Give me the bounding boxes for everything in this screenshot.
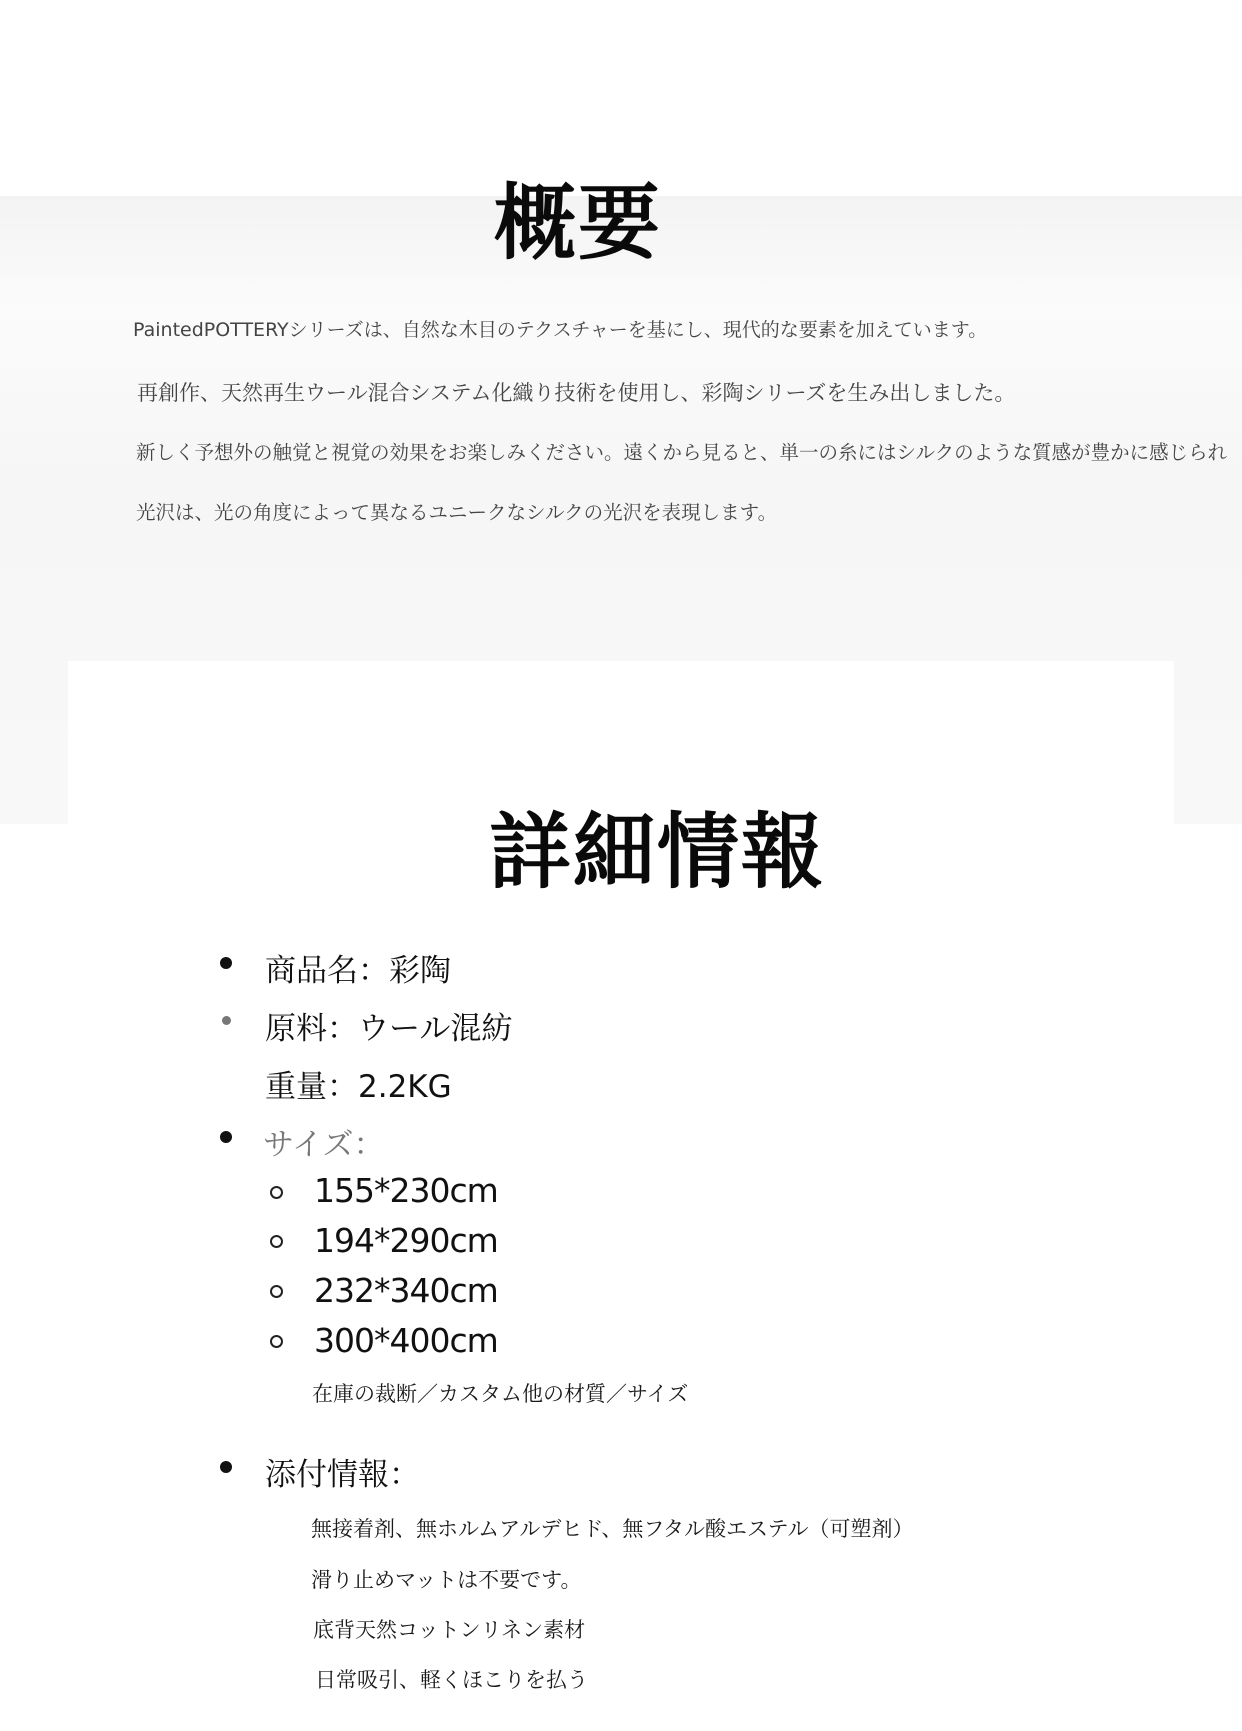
extra-info-item: 滑り止めマットは不要です。 — [311, 1568, 582, 1592]
details-title: 詳細情報 — [489, 805, 826, 900]
weight: 重量：2.2KG — [265, 1069, 452, 1105]
bullet-icon — [222, 1016, 231, 1025]
overview-title: 概要 — [494, 176, 663, 271]
bullet-icon — [220, 1131, 232, 1143]
size-label: サイズ： — [263, 1127, 385, 1163]
extra-info-item: 無接着剤、無ホルムアルデヒド、無フタル酸エステル（可塑剤） — [311, 1517, 914, 1541]
size-option: 300*400cm — [314, 1321, 498, 1360]
size-note: 在庫の裁断／カスタム他の材質／サイズ — [312, 1382, 689, 1406]
bullet-icon — [220, 957, 232, 969]
circle-bullet-icon — [270, 1285, 283, 1298]
size-option: 155*230cm — [314, 1171, 498, 1210]
circle-bullet-icon — [270, 1186, 283, 1199]
extra-info-label: 添付情報： — [265, 1457, 420, 1493]
size-option: 232*340cm — [314, 1271, 498, 1310]
size-option: 194*290cm — [314, 1221, 498, 1260]
circle-bullet-icon — [270, 1335, 283, 1348]
circle-bullet-icon — [270, 1235, 283, 1248]
overview-paragraph-2: 再創作、天然再生ウール混合システム化織り技術を使用し、彩陶シリーズを生み出しました。 — [137, 381, 1016, 405]
overview-paragraph-4: 光沢は、光の角度によって異なるユニークなシルクの光沢を表現します。 — [136, 501, 778, 524]
extra-info-item: 日常吸引、軽くほこりを払う — [315, 1668, 588, 1692]
overview-paragraph-3: 新しく予想外の触覚と視覚の効果をお楽しみください。遠くから見ると、単一の糸にはシルクのような質感が豊かに感じられ — [136, 441, 1228, 464]
material: 原料：ウール混紡 — [265, 1011, 513, 1047]
bullet-icon — [220, 1461, 232, 1473]
product-name: 商品名：彩陶 — [265, 953, 451, 989]
extra-info-item: 底背天然コットンリネン素材 — [313, 1618, 586, 1642]
overview-paragraph-1: PaintedPOTTERYシリーズは、自然な木目のテクスチャーを基にし、現代的な要素を加えています。 — [133, 319, 988, 341]
